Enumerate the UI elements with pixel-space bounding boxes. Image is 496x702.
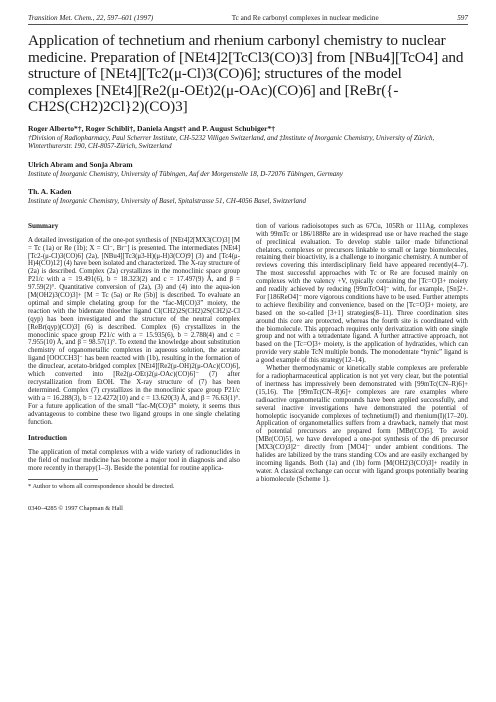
running-header bbox=[28, 14, 468, 25]
right-paragraph-2: Whether thermodynamic or kinetically stable complexes are preferable for a radiopharmaceutical application is not yet very clear, but the potential of inertness has impressively been demonstrated with [99mTc(CN–R)6]+(15,16). The [99mTc(CN–R)6]+ complexes are rare examples where radioactive organometallic compounds have been applied successfully, and several inactive investigations have demonstrated the potential of homoleptic isocyanide complexes of technetium(I) and rhenium(I)(17–20). Application of organometallics suffers from a drawback, namely that most of potential precursors are prepared form [MBr(CO)5]. To avoid [MBr(CO)5], we have developed a one-pot synthesis of the d6 precursor [MX3(CO)3]2⁻ directly from [MO4]⁻ under ambient conditions. The halides are labilized by the trans standing COs and are easily exchanged by incoming ligands. Both (1a) and (1b) form [M(OH2)3(CO)3]+ readily in water. A classical exchange can occur with ligand groups potentially bearing a biomolecule (Scheme 1). bbox=[256, 365, 468, 483]
article-title: Application of technetium and rhenium carbonyl chemistry to nuclear medicine. Preparation of [NEt4]2[TcCl3(CO)3] from [NBu4][TcO4] and structure of [NEt4][Tc2(μ-Cl)3(CO)6]; structures of the model complexes [NEt4][Re2(μ-OEt)2(μ-OAc)(CO)6] and [ReBr({-CH2S(CH2)2Cl}2)(CO)3] bbox=[28, 32, 464, 116]
journal-citation: Transition Met. Chem., 22, 597–601 (1997) bbox=[28, 14, 154, 22]
introduction-heading: Introduction bbox=[28, 434, 68, 443]
copyright-line: 0340–4285 © 1997 Chapman & Hall bbox=[28, 504, 123, 512]
authors-group-1: Roger Alberto*†, Roger Schibli†, Daniela Angst† and P. August Schubiger*† bbox=[28, 123, 276, 133]
body-columns bbox=[28, 223, 468, 513]
summary-heading: Summary bbox=[28, 221, 59, 230]
introduction-text: The application of metal complexes with a wide variety of radionuclides in the field of nuclear medicine has become a major tool in diagnosis and also more recently in therapy(1–3). Beside the potential for routine applica- bbox=[28, 449, 240, 473]
left-column bbox=[28, 223, 240, 513]
affiliation-3: Institute of Inorganic Chemistry, University of Basel, Spitalstrasse 51, CH-4056 Basel, Switzerland bbox=[28, 196, 306, 205]
page-number: 597 bbox=[457, 14, 468, 22]
summary-text: A detailed investigation of the one-pot synthesis of [NEt4]2[MX3(CO)3] [M = Tc (1a) or Re (1b); X = Cl⁻, Br⁻] is presented. The intermediates [NEt4][Tc2-(μ-Cl)3(CO)6] (2a), [NBu4][Tc3(μ3-H)(μ-H)3(CO)9] (3) and [Tc4(μ-H)4(CO)12] (4) have been isolated and characterized. The X-ray structure of (2a) is described. Complex (2a) crystallizes in the monoclinic space group P21/c with a = 19.491(6), b = 18.323(2) and c = 17.497(9) Å, and β = 97.59(2)°. Quantitative conversion of (2a), (3) and (4) into the aqua-ion [M(OH2)3(CO)3]+ [M = Tc (5a) or Re (5b)] is described. To evaluate an optimal and simple chelating group for the “fac-M(CO)3” moiety, the reaction with the bidentate thioether ligand Cl(CH2)2S(CH2)2S(CH2)2-Cl (qyp) has been investigated and the structure of the neutral complex [ReBr(qyp)(CO)3] (6) is described. Complex (6) crystallizes in the monoclinic space group P21/c with a = 15.935(6), b = 2.788(4) and c = 7.955(10) Å, and β = 98.57(1)°. To extend the knowledge about substitution chemistry of organometallic complexes in aqueous solution, the acetato ligand [OOCCH3]⁻ has been reacted with (1b), resulting in the formation of the dinuclear, acetato-bridged complex [NEt4][Re2(μ-OH)2(μ-OAc)(CO)6], which converted into [Re2(μ-OEt)2(μ-OAc)(CO)6]⁻ (7) after recrystallization from EtOH. The X-ray structure of (7) has been determined. Complex (7) crystallizes in the monoclinic space group P21/c with a = 16.288(3), b = 12.4272(10) and c = 13.620(3) Å, and β = 76.63(1)°. For a future application of the small “fac-M(CO)3” moiety, it seems thus advantageous to combine these two ligand groups in one single chelating function. bbox=[28, 236, 240, 426]
right-column bbox=[256, 223, 468, 513]
page bbox=[28, 14, 468, 513]
running-title: Tc and Re carbonyl complexes in nuclear medicine bbox=[231, 14, 379, 22]
footnote-divider bbox=[28, 479, 98, 480]
authors-group-3: Th. A. Kaden bbox=[28, 186, 72, 196]
right-paragraph-1: tion of various radioisotopes such as 67Cu, 105Rh or 111Ag, complexes with 99mTc or 186/188Re are in widespread use or have reached the stage of preclinical evaluation. To develop stable tailor made bifunctional chelators, complexes or precursors linkable to small or large biomolecules, retaining their bioactivity, is a challenge to inorganic chemistry. A number of reviews covering this interdisciplinary field have appeared recently(4–7). The most successful approaches with Tc or Re are focused mainly on complexes with the valency +V, typically containing the [Tc=O]3+ moiety and readily achieved by reducing [99mTcO4]⁻ with, for example, [Sn]2+. For [186ReO4]⁻ more vigorous conditions have to be used. Further attempts to achieve flexibility and convenience, based on the [Tc=O]3+ moiety, are based on the so-called [3+1] strategies(8–11). Three coordination sites around this core are protected, whereas the fourth site is coordinated with the biomolecule. This approach requires only derivatization with one single group and not with a tetradentate ligand. A further attractive approach, not based on the [Tc=O]3+ moiety, is the application of hydrazides, which can provide very stable TcN multiple bonds. The monodentate “hynic” ligand is a good example of this strategy(12–14). bbox=[256, 222, 468, 365]
affiliation-1: †Division of Radiopharmacy, Paul Scherrer Institute, CH-5232 Villigen Switzerland, and ‡Institute of Inorganic Chemistry, University of Zürich, Winterthurerstr. 190, CH-8057-Zürich, Switzerland bbox=[28, 133, 435, 151]
affiliation-2: Institute of Inorganic Chemistry, University of Tübingen, Auf der Morgenstelle 18, D-72076 Tübingen, Germany bbox=[28, 169, 343, 178]
footnote: * Author to whom all correspondence should be directed. bbox=[28, 483, 175, 491]
authors-group-2: Ulrich Abram and Sonja Abram bbox=[28, 159, 133, 169]
